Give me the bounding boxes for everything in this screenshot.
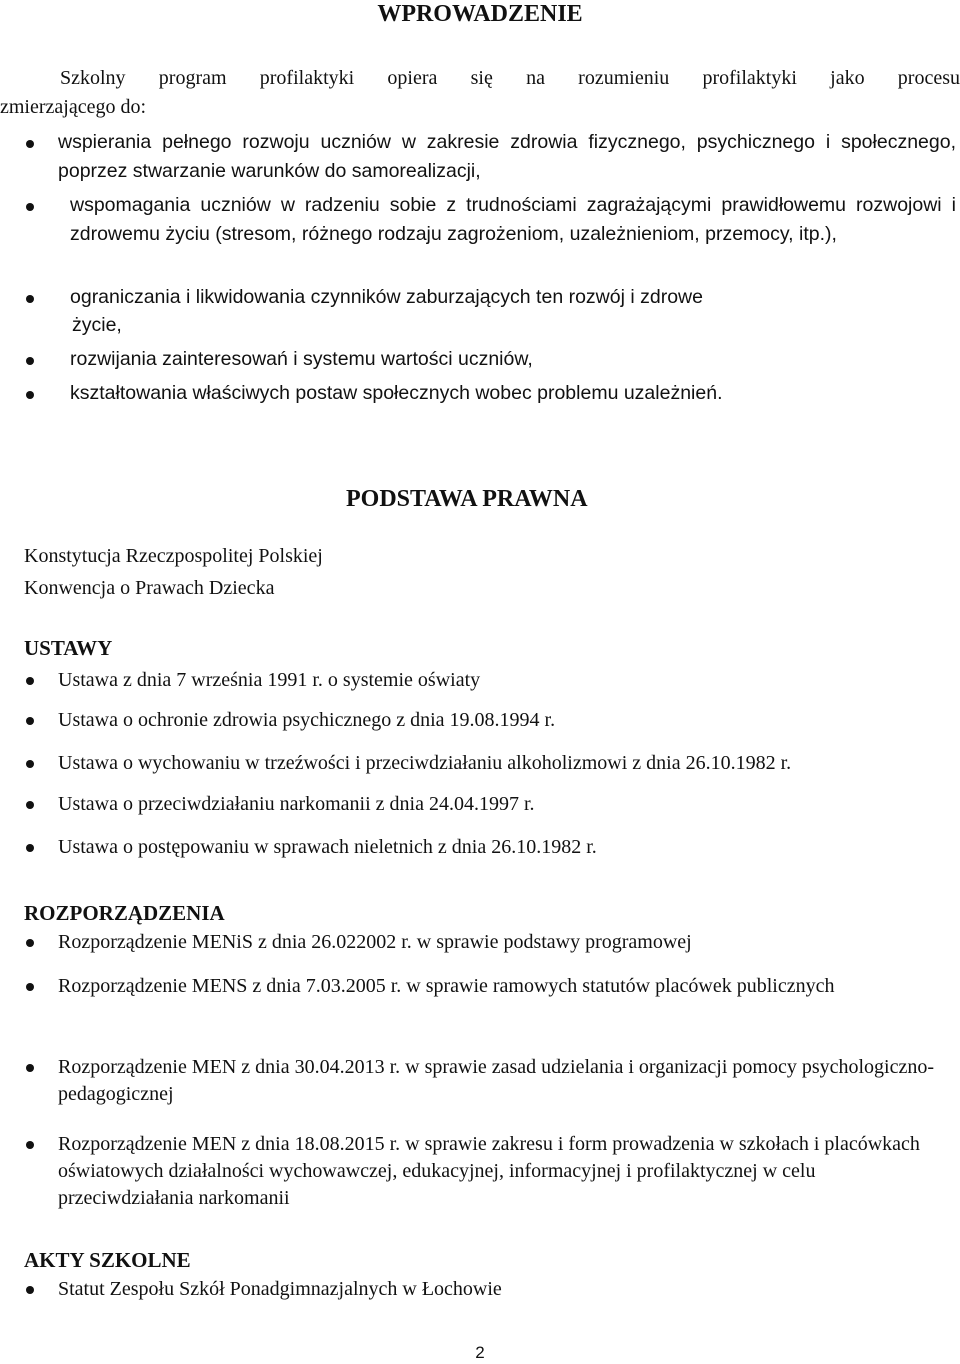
section-title-regulations: ROZPORZĄDZENIA	[24, 901, 225, 925]
list-item-continuation: życie,	[72, 314, 122, 336]
bullet-icon	[26, 983, 34, 991]
bullet-icon	[26, 939, 34, 947]
bullet-icon	[26, 357, 34, 365]
list-item: Ustawa o postępowaniu w sprawach nieletnich z dnia 26.10.1982 r.	[0, 834, 960, 861]
list-item: ograniczania i likwidowania czynników zaburzających ten rozwój i zdrowe	[0, 283, 960, 311]
bullet-icon	[26, 717, 34, 725]
school-acts-list	[0, 1276, 960, 1303]
page-number: 2	[475, 1343, 485, 1362]
bullet-icon	[26, 760, 34, 768]
list-item: wspierania pełnego rozwoju uczniów w zakresie zdrowia fizycznego, psychicznego i społecznego, poprzez stwarzanie warunków do samorealizacji,	[0, 128, 960, 185]
bullet-icon	[26, 295, 34, 303]
bullet-icon	[26, 801, 34, 809]
section-title-school-acts: AKTY SZKOLNE	[24, 1248, 191, 1272]
list-item: Ustawa o ochronie zdrowia psychicznego z dnia 19.08.1994 r.	[0, 707, 960, 734]
bullet-icon	[26, 844, 34, 852]
list-item: Ustawa o przeciwdziałaniu narkomanii z dnia 24.04.1997 r.	[0, 791, 960, 818]
page-title: WPROWADZENIE	[377, 1, 583, 27]
section-title-statutes: USTAWY	[24, 636, 113, 660]
regulations-list	[0, 929, 960, 1212]
bullet-icon	[26, 1064, 34, 1072]
bullet-icon	[26, 203, 34, 211]
list-item: rozwijania zainteresowań i systemu wartości uczniów,	[0, 345, 960, 373]
list-item: Rozporządzenie MEN z dnia 18.08.2015 r. w sprawie zakresu i form prowadzenia w szkołach i placówkach oświatowych działalności wychowawczej, edukacyjnej, informacyjnej i profilaktycznej w celu przeciwdziałania narkomanii	[0, 1131, 960, 1212]
list-item: Rozporządzenie MENiS z dnia 26.022002 r. w sprawie podstawy programowej	[0, 929, 960, 956]
list-item: wspomagania uczniów w radzeniu sobie z trudnościami zagrażającymi prawidłowemu rozwojowi i zdrowemu życiu (stresom, różnego rodzaju zagrożeniom, uzależnieniom, przemocy, itp.),	[0, 191, 960, 277]
list-item: Statut Zespołu Szkół Ponadgimnazjalnych w Łochowie	[0, 1276, 960, 1303]
document-constitution: Konstytucja Rzeczpospolitej Polskiej	[24, 545, 323, 567]
goals-list	[0, 128, 960, 407]
bullet-icon	[26, 677, 34, 685]
bullet-icon	[26, 1141, 34, 1149]
list-item: Ustawa o wychowaniu w trzeźwości i przeciwdziałaniu alkoholizmowi z dnia 26.10.1982 r.	[0, 750, 960, 777]
list-item: Rozporządzenie MEN z dnia 30.04.2013 r. w sprawie zasad udzielania i organizacji pomocy psychologiczno-pedagogicznej	[0, 1054, 960, 1108]
bullet-icon	[26, 1286, 34, 1294]
intro-paragraph	[0, 64, 960, 122]
document-convention: Konwencja o Prawach Dziecka	[24, 577, 275, 599]
list-item: kształtowania właściwych postaw społecznych wobec problemu uzależnień.	[0, 379, 960, 407]
intro-paragraph-line-1: Szkolny program profilaktyki opiera się na rozumieniu profilaktyki jako procesu	[60, 67, 960, 89]
bullet-icon	[26, 391, 34, 399]
section-heading-legal-basis: PODSTAWA PRAWNA	[346, 486, 588, 512]
intro-paragraph-line-2: zmierzającego do:	[0, 96, 147, 118]
list-item: Rozporządzenie MENS z dnia 7.03.2005 r. w sprawie ramowych statutów placówek publicznych	[0, 973, 960, 1027]
bullet-icon	[26, 140, 34, 148]
statutes-list	[0, 667, 960, 861]
list-item: Ustawa z dnia 7 września 1991 r. o systemie oświaty	[0, 667, 960, 694]
